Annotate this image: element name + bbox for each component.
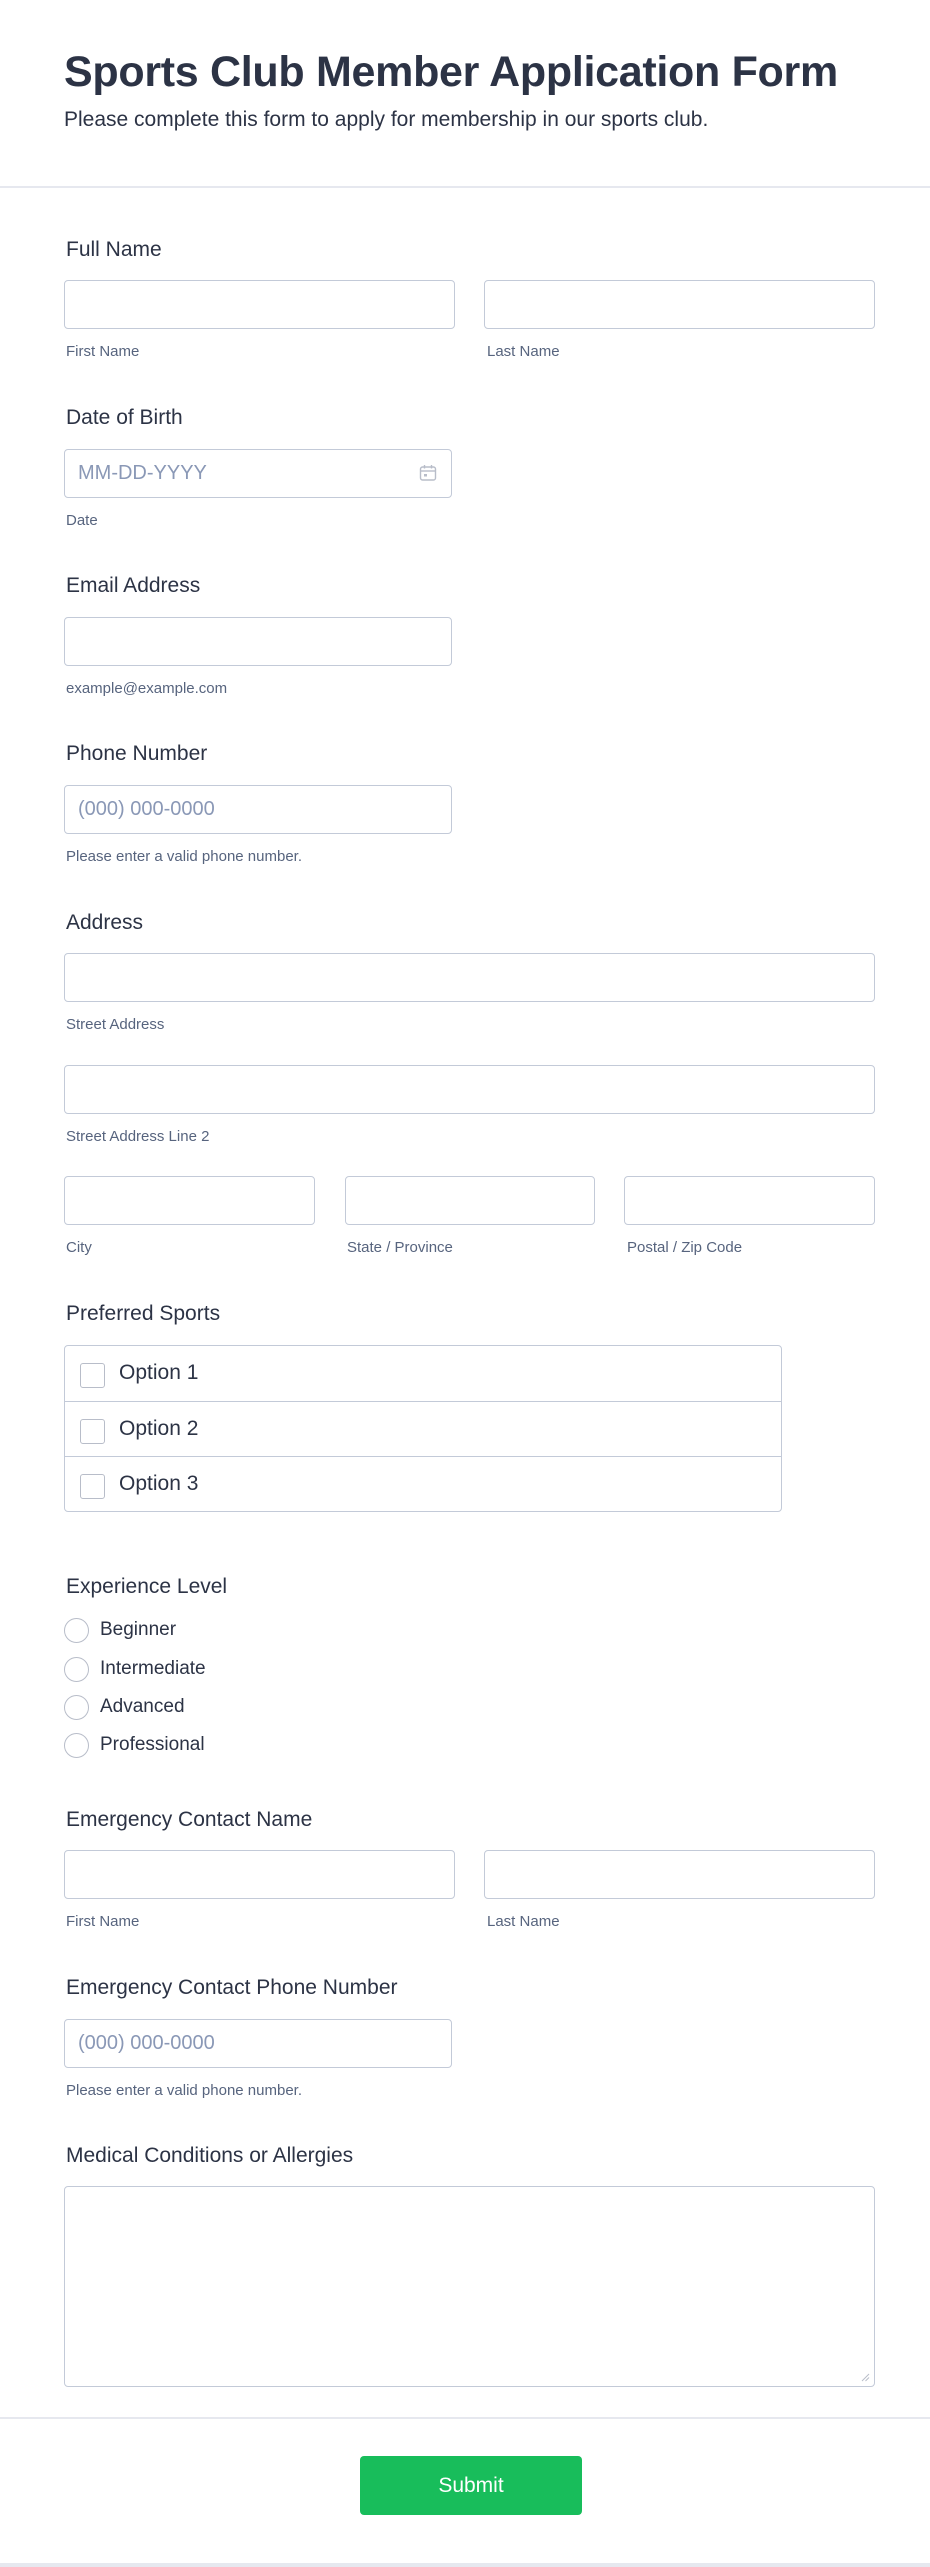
radio-label-advanced[interactable]: Advanced xyxy=(100,1696,185,1717)
emergency-last-name-input[interactable] xyxy=(484,1850,875,1899)
city-sublabel: City xyxy=(66,1239,92,1256)
last-name-sublabel: Last Name xyxy=(487,343,560,360)
experience-level-label: Experience Level xyxy=(66,1575,228,1598)
phone-label: Phone Number xyxy=(66,742,208,765)
radio-label-intermediate[interactable]: Intermediate xyxy=(100,1658,206,1679)
emergency-phone-label: Emergency Contact Phone Number xyxy=(66,1976,398,1999)
street-address-sublabel: Street Address xyxy=(66,1016,165,1033)
form-title: Sports Club Member Application Form xyxy=(64,48,838,96)
emergency-phone-sublabel: Please enter a valid phone number. xyxy=(66,2082,302,2099)
street-address-line2-input[interactable] xyxy=(64,1065,875,1114)
submit-button[interactable]: Submit xyxy=(360,2456,582,2515)
dob-input[interactable] xyxy=(64,449,452,498)
emergency-first-name-input[interactable] xyxy=(64,1850,455,1899)
last-name-input[interactable] xyxy=(484,280,875,329)
preferred-sports-label: Preferred Sports xyxy=(66,1302,221,1325)
radio-professional[interactable] xyxy=(64,1733,89,1758)
email-sublabel: example@example.com xyxy=(66,680,228,697)
phone-placeholder: (000) 000-0000 xyxy=(78,798,215,820)
sport-option-label: Option 2 xyxy=(119,1417,199,1440)
emergency-phone-placeholder: (000) 000-0000 xyxy=(78,2032,215,2054)
city-input[interactable] xyxy=(64,1176,315,1225)
street-address-line2-sublabel: Street Address Line 2 xyxy=(66,1128,210,1145)
checkbox[interactable] xyxy=(80,1474,105,1499)
state-input[interactable] xyxy=(345,1176,595,1225)
state-sublabel: State / Province xyxy=(347,1239,453,1256)
dob-sublabel: Date xyxy=(66,512,98,529)
emergency-phone-input[interactable] xyxy=(64,2019,452,2068)
phone-sublabel: Please enter a valid phone number. xyxy=(66,848,302,865)
radio-label-professional[interactable]: Professional xyxy=(100,1734,205,1755)
radio-label-beginner[interactable]: Beginner xyxy=(100,1619,177,1640)
first-name-input[interactable] xyxy=(64,280,455,329)
emergency-last-name-sublabel: Last Name xyxy=(487,1913,560,1930)
medical-textarea[interactable] xyxy=(64,2186,875,2387)
radio-advanced[interactable] xyxy=(64,1695,89,1720)
email-input[interactable] xyxy=(64,617,452,666)
sport-option-label: Option 1 xyxy=(119,1361,199,1384)
medical-label: Medical Conditions or Allergies xyxy=(66,2144,354,2167)
dob-label: Date of Birth xyxy=(66,406,183,429)
email-label: Email Address xyxy=(66,574,201,597)
form-header xyxy=(0,0,930,188)
radio-beginner[interactable] xyxy=(64,1618,89,1643)
bottom-divider xyxy=(0,2563,930,2567)
phone-input[interactable] xyxy=(64,785,452,834)
zip-input[interactable] xyxy=(624,1176,875,1225)
form-subtitle: Please complete this form to apply for membership in our sports club. xyxy=(64,108,709,131)
sport-option-label: Option 3 xyxy=(119,1472,199,1495)
emergency-first-name-sublabel: First Name xyxy=(66,1913,140,1930)
resize-grip-icon[interactable] xyxy=(860,2372,870,2382)
checkbox[interactable] xyxy=(80,1363,105,1388)
dob-placeholder: MM-DD-YYYY xyxy=(78,462,207,484)
emergency-contact-name-label: Emergency Contact Name xyxy=(66,1808,313,1831)
sport-option-2[interactable] xyxy=(65,1401,781,1456)
zip-sublabel: Postal / Zip Code xyxy=(627,1239,743,1256)
preferred-sports-group xyxy=(64,1345,782,1512)
radio-intermediate[interactable] xyxy=(64,1657,89,1682)
sport-option-3[interactable] xyxy=(65,1456,781,1511)
street-address-input[interactable] xyxy=(64,953,875,1002)
full-name-label: Full Name xyxy=(66,238,162,261)
checkbox[interactable] xyxy=(80,1419,105,1444)
calendar-icon[interactable] xyxy=(419,464,437,482)
first-name-sublabel: First Name xyxy=(66,343,140,360)
address-label: Address xyxy=(66,911,144,934)
sport-option-1[interactable] xyxy=(65,1346,781,1401)
